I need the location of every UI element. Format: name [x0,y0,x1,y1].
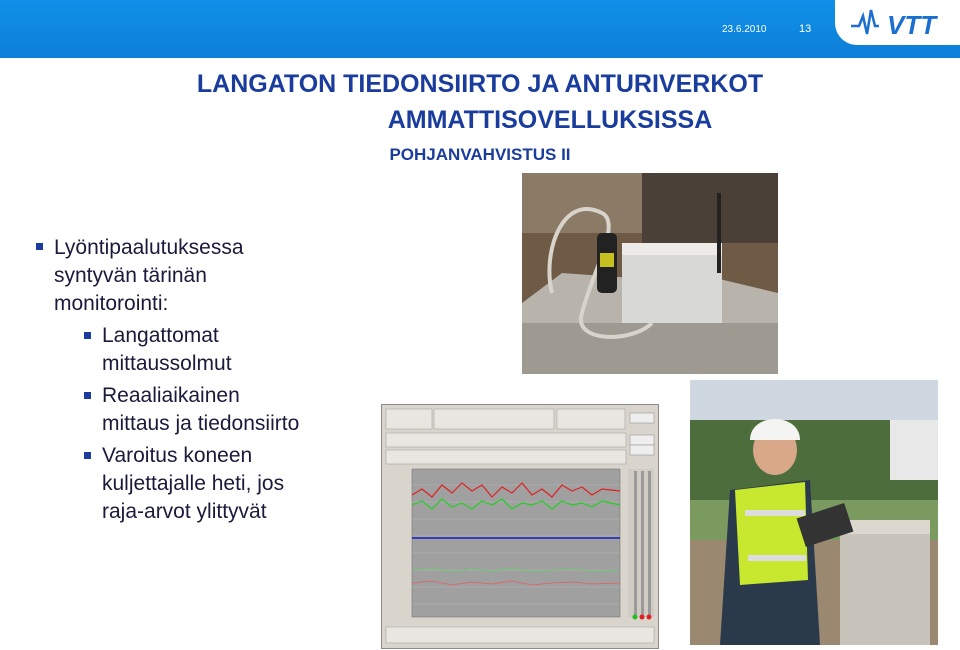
sub-bullet-line: Reaaliaikainen [102,384,240,407]
sub-bullet-realtime [84,382,366,438]
bullet-square-icon [84,392,91,399]
bullet-list [36,234,366,526]
sub-bullet-line: Varoitus koneen [102,444,253,467]
bullet-square-icon [36,243,43,250]
bullet-main-line: Lyöntipaalutuksessa [54,236,244,259]
slide-subtitle: POHJANVAHVISTUS II [389,145,571,164]
slide-title-line1: LANGATON TIEDONSIIRTO JA ANTURIVERKOT [196,70,764,98]
bullet-square-icon [84,332,91,339]
slide-page-number: 13 [799,23,812,35]
sub-bullet-line: mittaus ja tiedonsiirto [102,412,300,435]
monitoring-software-screenshot [381,404,659,649]
sub-bullet-wireless-nodes [84,322,366,378]
worker-with-laptop-photo [690,380,938,645]
sub-bullet-line: mittaussolmut [102,352,232,375]
sub-bullet-warning [84,442,366,526]
vtt-logo [835,0,960,45]
vtt-logo-icon [849,6,949,40]
sub-bullet-line: raja-arvot ylittyvät [102,500,267,523]
slide-date: 23.6.2010 [722,24,767,35]
svg-text:VTT: VTT [887,10,937,40]
bullet-main-line: syntyvän tärinän [54,264,207,287]
sensor-node-photo [522,173,778,374]
sub-bullet-line: Langattomat [102,324,219,347]
header-bar [0,0,960,58]
slide-title-line2: AMMATTISOVELLUKSISSA [387,106,713,134]
bullet-main-line: monitorointi: [54,292,169,315]
bullet-main [36,234,366,318]
bullet-square-icon [84,452,91,459]
sub-bullet-line: kuljettajalle heti, jos [102,472,285,495]
